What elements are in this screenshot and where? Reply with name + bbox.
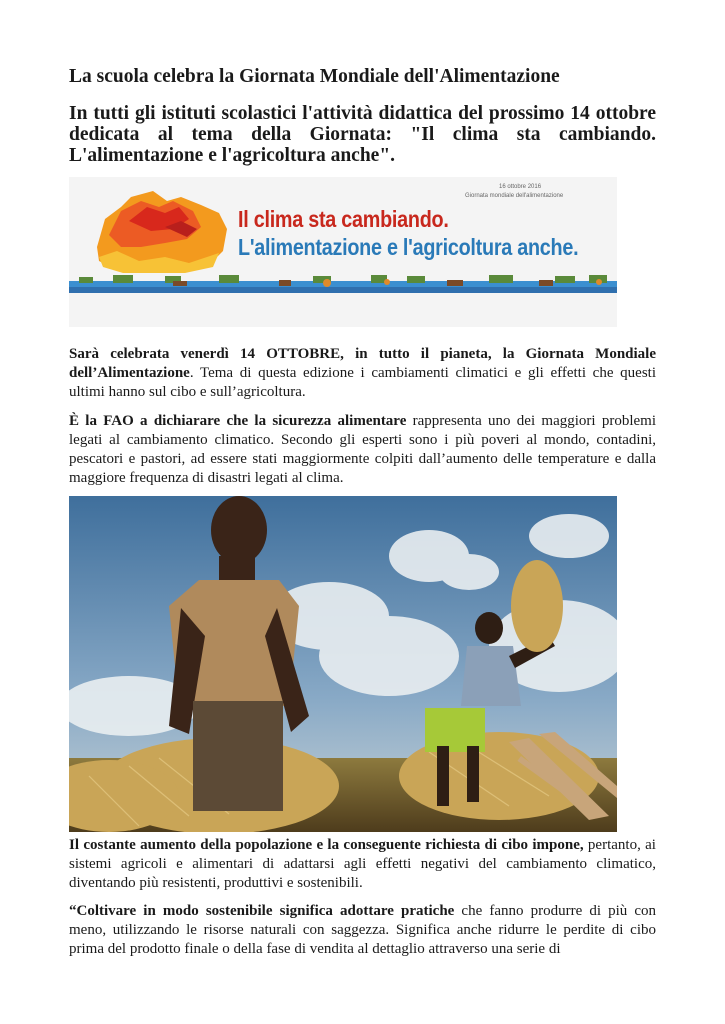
paragraph-3 [69,836,656,893]
campaign-banner [69,177,617,327]
paragraph-1 [69,345,656,402]
paragraph-4-bold: “Coltivare in modo sostenibile significa adottare pratiche [69,903,455,919]
article-subtitle: In tutti gli istituti scolastici l'attività didattica del prossimo 14 ottobre dedicata al tema della Giornata: "Il clima sta cambiando. L'alimentazione e l'agricoltura anche". [69,103,656,166]
paragraph-3-bold: Il costante aumento della popolazione e la conseguente richiesta di cibo impone, [69,837,584,853]
flame-cloud-icon [97,191,227,273]
paragraph-2 [69,412,656,488]
paragraph-2-bold: È la FAO a dichiarare che la sicurezza alimentare [69,413,407,429]
paragraph-4-text: che fanno produrre di più con meno, utilizzando le risorse naturali con saggezza. Significa anche ridurre le perdite di cibo prima del prodotto finale o della fase di vendita al dettaglio attraverso una serie di [69,903,656,957]
farmers-photo [69,496,617,832]
farmers-photo-graphic [69,496,617,832]
paragraph-1-text: . Tema di questa edizione i cambiamenti climatici e gli effetti che questi ultimi hanno sul cibo e sull’agricoltura. [69,365,656,400]
banner-event: Giornata mondiale dell'alimentazione [465,193,564,199]
article-title: La scuola celebra la Giornata Mondiale dell'Alimentazione [69,66,560,87]
paragraph-1-bold: Sarà celebrata venerdì 14 OTTOBRE, in tutto il pianeta, la Giornata Mondiale dell’Alimentazione [69,346,656,381]
banner-line-1: Il clima sta cambiando. [238,206,449,232]
paragraph-3-text: pertanto, ai sistemi agricoli e alimentari di adattarsi agli effetti negativi del cambiamento climatico, diventando più resistenti, produttivi e sostenibili. [69,837,656,891]
banner-date: 16 ottobre 2016 [499,184,542,190]
paragraph-2-text: rappresenta uno dei maggiori problemi legati al cambiamento climatico. Secondo gli esperti sono i più poveri al mondo, contadini, pescatori e pastori, ad essere stati maggiormente colpiti dall’aumento delle temperature e dalla maggiore frequenza di disastri legati al clima. [69,413,656,486]
banner-line-2: L'alimentazione e l'agricoltura anche. [238,234,579,260]
paragraph-4 [69,902,656,959]
